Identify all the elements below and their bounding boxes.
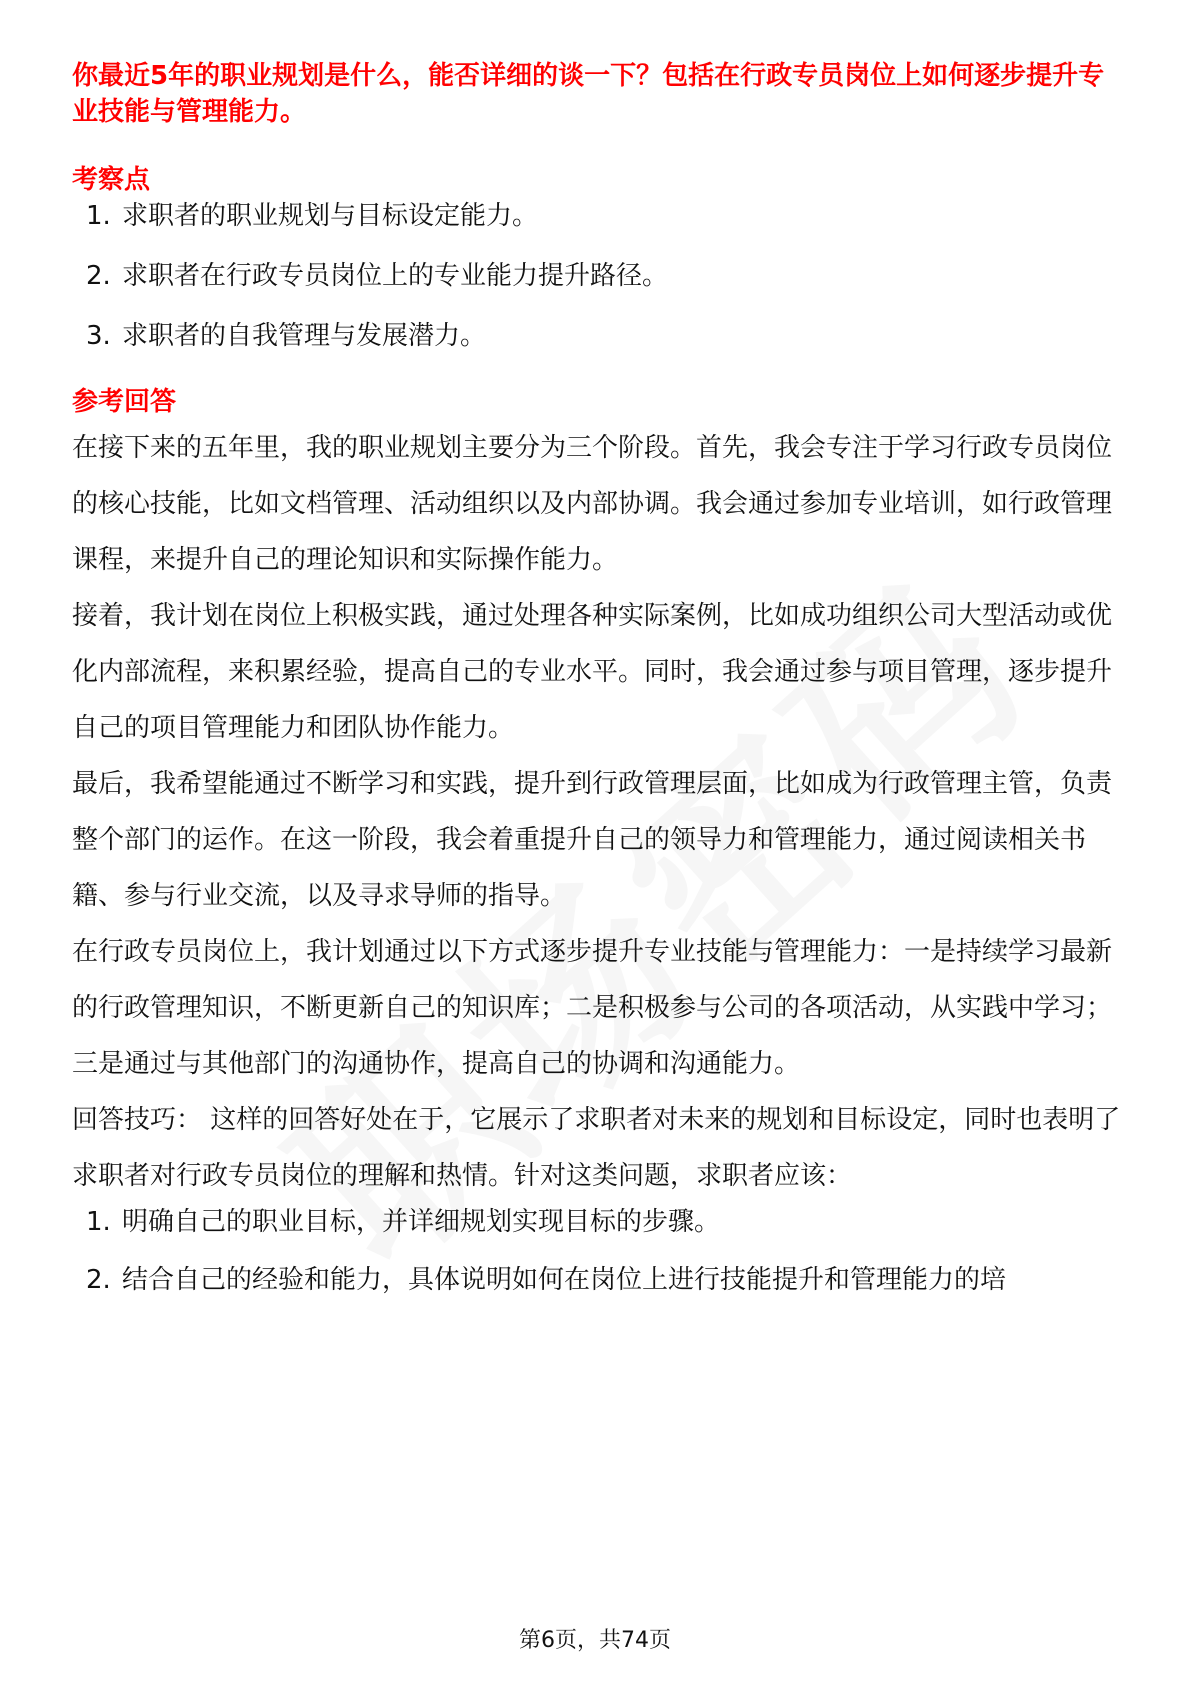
list-item [72,318,1122,354]
list-text: 求职者在行政专员岗位上的专业能力提升路径。 [122,261,669,291]
list-text: 明确自己的职业目标，并详细规划实现目标的步骤。 [122,1207,721,1237]
tips-list [72,1204,1122,1298]
list-number: 3. [86,321,111,351]
answer-tips-intro: 回答技巧： 这样的回答好处在于，它展示了求职者对未来的规划和目标设定，同时也表明了求职者对行政专员岗位的理解和热情。针对这类问题，求职者应该： [72,1105,1121,1191]
list-item [72,198,1122,234]
document-page [72,58,1122,1298]
list-text: 求职者的自我管理与发展潜力。 [122,321,487,351]
list-item [72,1262,1122,1298]
list-number: 1. [86,1207,111,1237]
list-text: 求职者的职业规划与目标设定能力。 [122,201,539,231]
list-item [72,1204,1122,1240]
list-number: 2. [86,261,111,291]
question-title: 你最近5年的职业规划是什么，能否详细的谈一下？包括在行政专员岗位上如何逐步提升专业技能与管理能力。 [72,61,1105,127]
answer-paragraph-3: 最后，我希望能通过不断学习和实践，提升到行政管理层面，比如成为行政管理主管，负责整个部门的运作。在这一阶段，我会着重提升自己的领导力和管理能力，通过阅读相关书籍、参与行业交流，以及寻求导师的指导。 [72,769,1113,911]
points-list [72,198,1122,354]
list-number: 1. [86,201,111,231]
page-number: 第6页，共74页 [519,1628,671,1653]
list-number: 2. [86,1265,111,1295]
section-heading-answer: 参考回答 [72,387,177,417]
answer-paragraph-4: 在行政专员岗位上，我计划通过以下方式逐步提升专业技能与管理能力：一是持续学习最新的行政管理知识，不断更新自己的知识库；二是积极参与公司的各项活动，从实践中学习；三是通过与其他部门的沟通协作，提高自己的协调和沟通能力。 [72,937,1113,1079]
list-text: 结合自己的经验和能力，具体说明如何在岗位上进行技能提升和管理能力的培 [122,1265,1007,1295]
answer-paragraph-1: 在接下来的五年里，我的职业规划主要分为三个阶段。首先，我会专注于学习行政专员岗位的核心技能，比如文档管理、活动组织以及内部协调。我会通过参加专业培训，如行政管理课程，来提升自己的理论知识和实际操作能力。 [72,433,1113,575]
section-heading-points: 考察点 [72,165,151,195]
list-item [72,258,1122,294]
answer-paragraph-2: 接着，我计划在岗位上积极实践，通过处理各种实际案例，比如成功组织公司大型活动或优化内部流程，来积累经验，提高自己的专业水平。同时，我会通过参与项目管理，逐步提升自己的项目管理能力和团队协作能力。 [72,601,1113,743]
